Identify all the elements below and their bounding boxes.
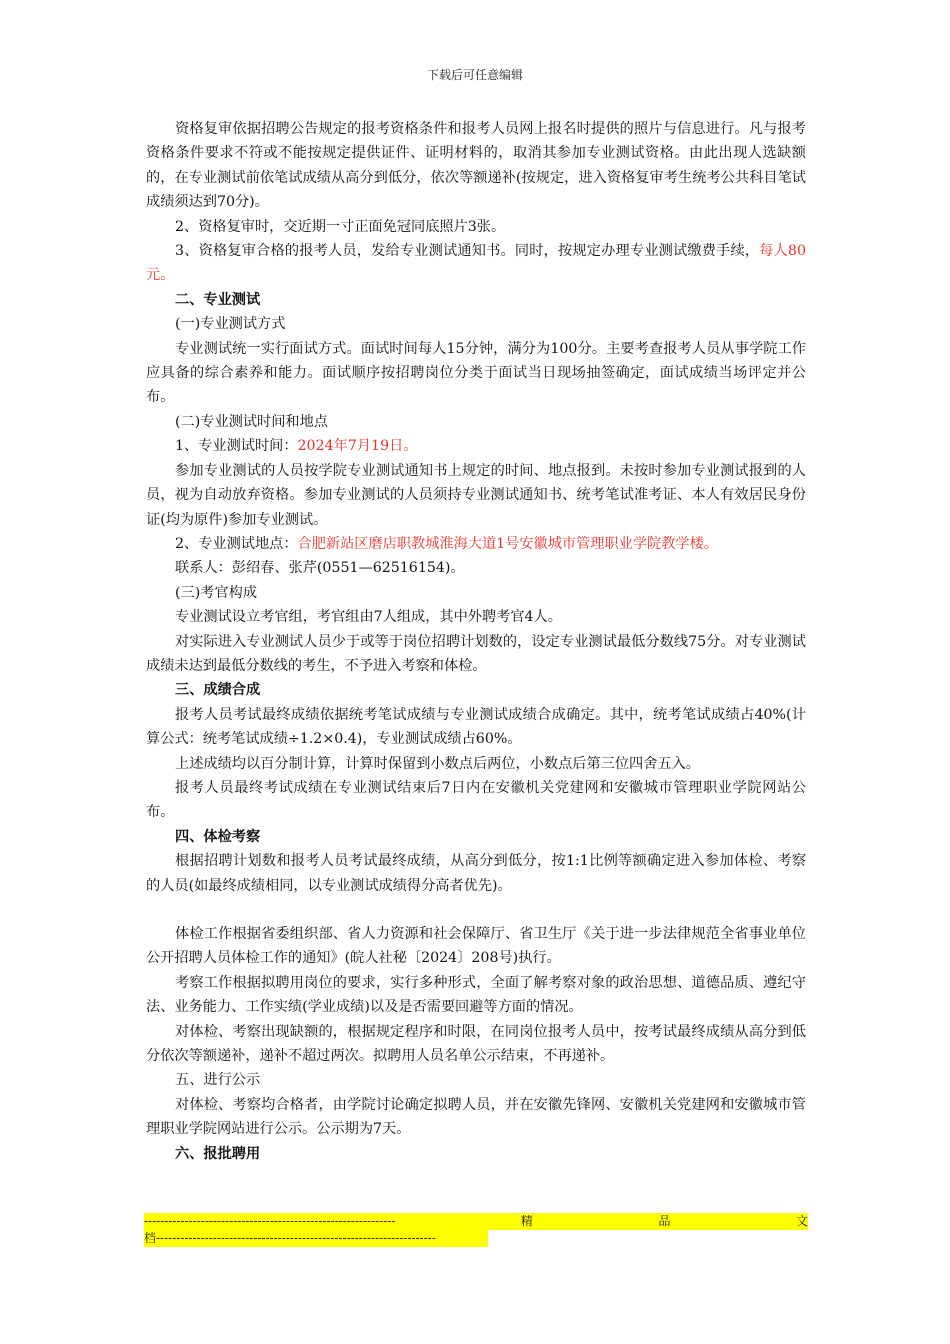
section-heading: 五、进行公示 [175, 1072, 261, 1089]
footer-char: 精 [520, 1214, 533, 1228]
paragraph [146, 532, 806, 556]
footer-banner-line-2: 档--------------------------------------------------------------------- [144, 1230, 488, 1247]
paragraph: 专业测试统一实行面试方式。面试时间每人15分钟，满分为100分。主要考查报考人员从事学院工作应具备的综合素养和能力。面试顺序按招聘岗位分类于面试当日现场抽签确定，面试成绩当场评定并公布。 [146, 340, 806, 406]
paragraph: 考察工作根据拟聘用岗位的要求，实行多种形式，全面了解考察对象的政治思想、道德品质、遵纪守法、业务能力、工作实绩(学业成绩)以及是否需要回避等方面的情况。 [146, 974, 806, 1016]
section-heading: 三、成绩合成 [175, 682, 261, 699]
subsection-heading: (一)专业测试方式 [175, 316, 286, 333]
test-location-highlight: 合肥新站区磨店职教城淮海大道1号安徽城市管理职业学院教学楼。 [297, 535, 718, 552]
subsection-heading: (二)专业测试时间和地点 [175, 413, 328, 430]
footer-char: 文 [795, 1214, 808, 1228]
paragraph: 报考人员最终考试成绩在专业测试结束后7日内在安徽机关党建网和安徽城市管理职业学院网站公布。 [146, 779, 806, 821]
section-heading: 四、体检考察 [175, 828, 261, 845]
paragraph: 上述成绩均以百分制计算，计算时保留到小数点后两位，小数点后第三位四舍五入。 [175, 755, 700, 772]
page-header: 下载后可任意编辑 [426, 68, 523, 82]
paragraph: 对体检、考察均合格者，由学院讨论确定拟聘人员，并在安徽先锋网、安徽机关党建网和安徽城市管理职业学院网站进行公示。公示期为7天。 [146, 1096, 806, 1138]
footer-char: 品 [658, 1214, 671, 1228]
paragraph: 资格复审依据招聘公告规定的报考资格条件和报考人员网上报名时提供的照片与信息进行。凡与报考资格条件要求不符或不能按规定提供证件、证明材料的，取消其参加专业测试资格。由此出现人选缺额的，在专业测试前依笔试成绩从高分到低分，依次等额递补(按规定，进入资格复审考生统考公共科目笔试成绩须达到70分)。 [146, 121, 806, 211]
paragraph: 根据招聘计划数和报考人员考试最终成绩，从高分到低分，按1:1比例等额确定进入参加体检、考察的人员(如最终成绩相同，以专业测试成绩得分高者优先)。 [146, 853, 806, 894]
fee-highlight: 每人80元。 [146, 243, 806, 284]
paragraph: 参加专业测试的人员按学院专业测试通知书上规定的时间、地点报到。未按时参加专业测试报到的人员，视为自动放弃资格。参加专业测试的人员须持专业测试通知书、统考笔试准考证、本人有效居民身份证(均为原件)参加专业测试。 [146, 462, 806, 528]
paragraph [146, 239, 806, 288]
footer-banner-line [144, 1213, 808, 1230]
paragraph [146, 434, 806, 458]
paragraph-text: 3、资格复审合格的报考人员，发给专业测试通知书。同时，按规定办理专业测试缴费手续， [175, 243, 760, 260]
section-heading: 六、报批聘用 [175, 1145, 261, 1162]
subsection-heading: (三)考官构成 [175, 584, 258, 601]
paragraph: 报考人员考试最终成绩依据统考笔试成绩与专业测试成绩合成确定。其中，统考笔试成绩占40%(计算公式：统考笔试成绩÷1.2×0.4)，专业测试成绩占60%。 [146, 706, 806, 748]
section-heading: 二、专业测试 [175, 291, 261, 308]
paragraph: 联系人：彭绍春、张芹(0551—62516154)。 [175, 560, 465, 577]
document-body [146, 117, 806, 1166]
footer-dashes: -------------------------------------------------------------- [144, 1214, 396, 1228]
page-footer [144, 1213, 808, 1252]
paragraph: 对体检、考察出现缺额的，根据规定程序和时限，在同岗位报考人员中，按考试最终成绩从高分到低分依次等额递补，递补不超过两次。拟聘用人员名单公示结束，不再递补。 [146, 1023, 806, 1065]
paragraph-text: 2、专业测试地点： [175, 535, 298, 552]
paragraph: 2、资格复审时，交近期一寸正面免冠同底照片3张。 [175, 218, 506, 235]
test-date-highlight: 2024年7月19日。 [297, 438, 418, 455]
paragraph: 专业测试设立考官组，考官组由7人组成，其中外聘考官4人。 [175, 609, 562, 626]
paragraph: 体检工作根据省委组织部、省人力资源和社会保障厅、省卫生厅《关于进一步法律规范全省事业单位公开招聘人员体检工作的通知》(皖人社秘〔2024〕208号)执行。 [146, 926, 806, 967]
paragraph: 对实际进入专业测试人员少于或等于岗位招聘计划数的，设定专业测试最低分数线75分。对专业测试成绩未达到最低分数线的考生，不予进入考察和体检。 [146, 633, 806, 674]
blank-line [146, 898, 806, 922]
paragraph-text: 1、专业测试时间： [175, 438, 298, 455]
